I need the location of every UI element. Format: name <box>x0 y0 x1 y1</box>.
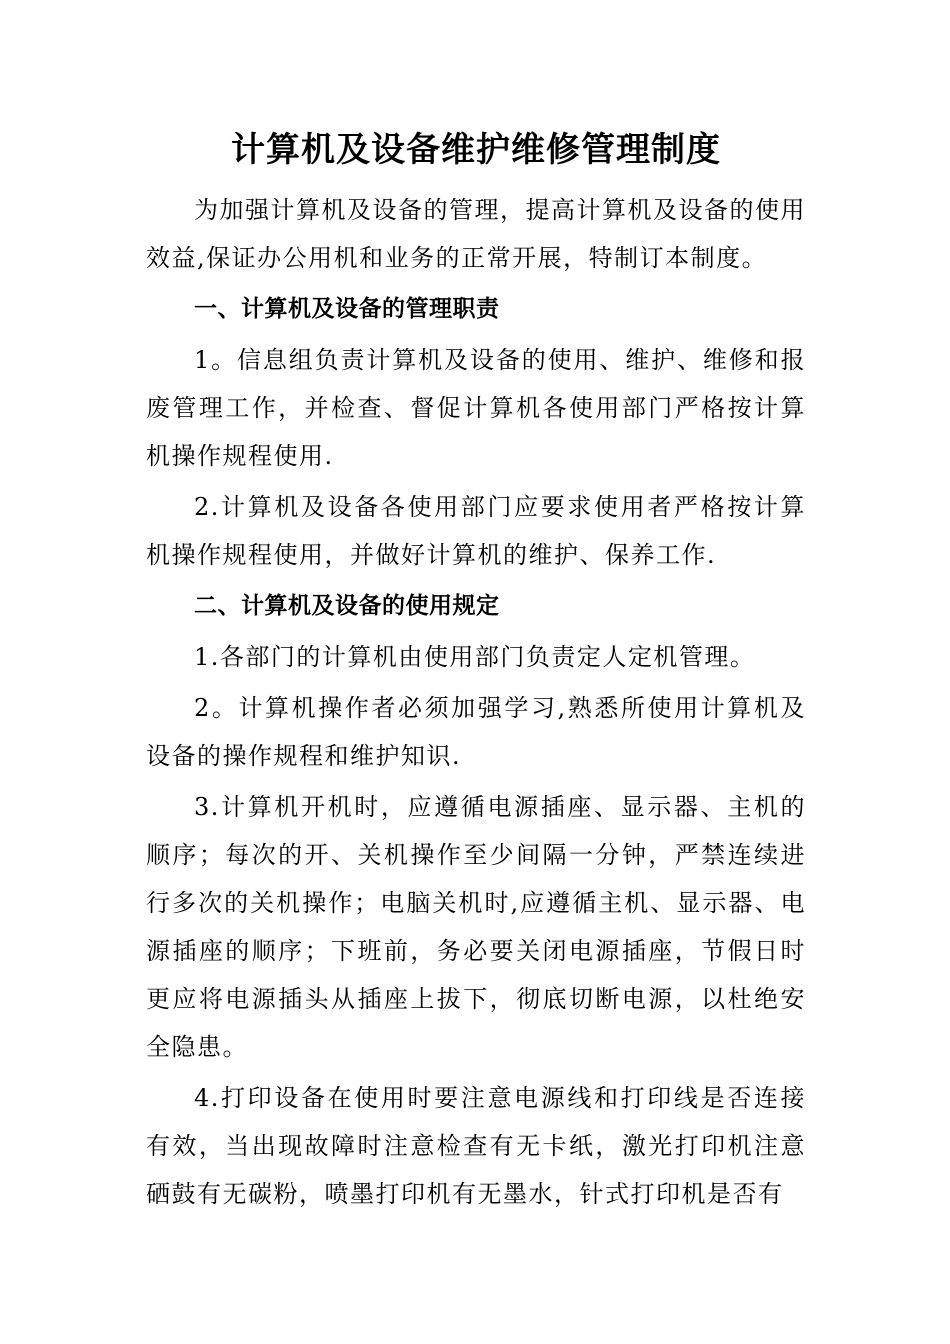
section-2-paragraph-3: 3.计算机开机时，应遵循电源插座、显示器、主机的顺序；每次的开、关机操作至少间隔一分钟，严禁连续进行多次的关机操作；电脑关机时,应遵循主机、显示器、电源插座的顺序；下班前，务必要关闭电源插座，节假日时更应将电源插头从插座上拔下，彻底切断电源，以杜绝安全隐患。 <box>146 793 806 1061</box>
intro-paragraph: 为加强计算机及设备的管理，提高计算机及设备的使用效益,保证办公用机和业务的正常开展，特制订本制度。 <box>146 196 806 272</box>
document-page <box>146 126 806 1218</box>
section-heading-responsibilities: 一、计算机及设备的管理职责 <box>194 296 500 322</box>
document-title: 计算机及设备维护维修管理制度 <box>231 130 721 170</box>
section-2-paragraph-2: 2。计算机操作者必须加强学习,熟悉所使用计算机及设备的操作规程和维护知识. <box>146 694 806 770</box>
section-2-paragraph-1: 1.各部门的计算机由使用部门负责定人定机管理。 <box>194 643 756 671</box>
section-1-paragraph-2: 2.计算机及设备各使用部门应要求使用者严格按计算机操作规程使用，并做好计算机的维护、保养工作. <box>146 493 806 569</box>
section-heading-usage-rules: 二、计算机及设备的使用规定 <box>194 593 500 619</box>
section-1-paragraph-1: 1。信息组负责计算机及设备的使用、维护、维修和报废管理工作，并检查、督促计算机各使用部门严格按计算机操作规程使用. <box>146 346 806 470</box>
section-2-paragraph-4: 4.打印设备在使用时要注意电源线和打印线是否连接有效，当出现故障时注意检查有无卡纸，激光打印机注意硒鼓有无碳粉，喷墨打印机有无墨水，针式打印机是否有 <box>146 1084 806 1208</box>
